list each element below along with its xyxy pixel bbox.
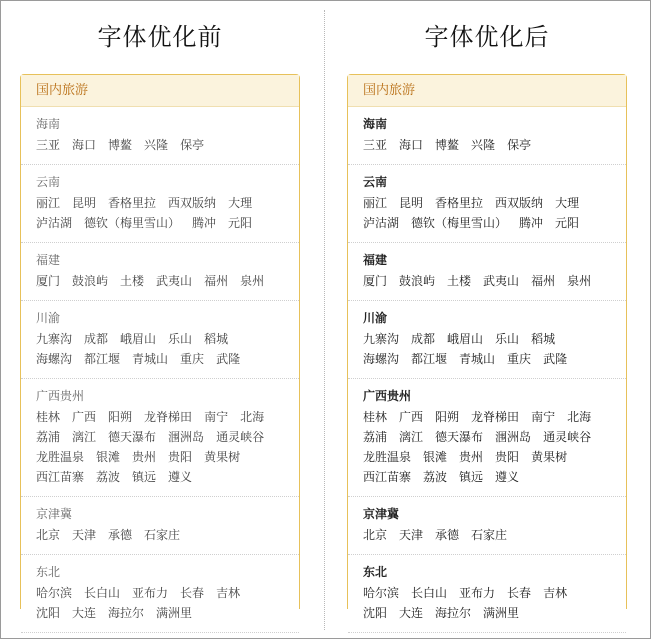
place-link[interactable]: 通灵峡谷 [543, 430, 592, 444]
region-name: 川渝 [363, 311, 388, 325]
place-link[interactable]: 龙脊梯田 [471, 410, 520, 424]
place-link[interactable]: 腾冲 [519, 216, 544, 230]
place-link[interactable]: 天津 [72, 528, 97, 542]
place-link[interactable]: 兴隆 [471, 138, 496, 152]
place-link[interactable]: 石家庄 [471, 528, 508, 542]
place-link[interactable]: 福州 [531, 274, 556, 288]
place-link[interactable]: 腾冲 [192, 216, 217, 230]
region-block [348, 379, 626, 497]
place-link[interactable]: 广西 [72, 410, 97, 424]
place-link[interactable]: 黄果树 [204, 450, 241, 464]
place-link[interactable]: 贵阳 [168, 450, 193, 464]
place-link[interactable]: 海螺沟 [363, 352, 400, 366]
place-link[interactable]: 海螺沟 [36, 352, 73, 366]
place-list [36, 525, 284, 545]
place-link[interactable]: 大连 [72, 606, 97, 620]
place-link[interactable]: 沈阳 [363, 606, 388, 620]
region-block [21, 555, 299, 633]
place-link[interactable]: 昆明 [72, 196, 97, 210]
place-link[interactable]: 香格里拉 [108, 196, 157, 210]
place-link[interactable]: 吉林 [216, 586, 241, 600]
panel-title: 国内旅游 [21, 75, 299, 107]
place-link[interactable]: 亚布力 [132, 586, 169, 600]
place-link[interactable]: 长白山 [411, 586, 448, 600]
after-column [347, 0, 627, 620]
place-list [363, 407, 611, 487]
place-link[interactable]: 丽江 [363, 196, 388, 210]
place-link[interactable]: 稻城 [204, 332, 229, 346]
place-link[interactable]: 哈尔滨 [363, 586, 400, 600]
place-link[interactable]: 重庆 [507, 352, 532, 366]
place-link[interactable]: 昆明 [399, 196, 424, 210]
region-block [21, 107, 299, 165]
place-link[interactable]: 承德 [435, 528, 460, 542]
region-name: 京津冀 [36, 507, 73, 521]
place-link[interactable]: 南宁 [531, 410, 556, 424]
place-link[interactable]: 西双版纳 [495, 196, 544, 210]
place-link[interactable]: 三亚 [36, 138, 61, 152]
region-block [21, 243, 299, 301]
place-link[interactable]: 重庆 [180, 352, 205, 366]
place-link[interactable]: 大理 [555, 196, 580, 210]
place-link[interactable]: 涠洲岛 [168, 430, 205, 444]
region-name: 东北 [363, 565, 388, 579]
place-list [36, 583, 284, 623]
region-block [348, 497, 626, 555]
region-name: 川渝 [36, 311, 61, 325]
place-link[interactable]: 青城山 [132, 352, 169, 366]
place-link[interactable]: 大理 [228, 196, 253, 210]
before-column [20, 0, 300, 620]
place-link[interactable]: 吉林 [543, 586, 568, 600]
region-name: 云南 [36, 175, 61, 189]
place-link[interactable]: 西江苗寨 [36, 470, 85, 484]
place-link[interactable]: 龙胜温泉 [363, 450, 412, 464]
place-link[interactable]: 成都 [411, 332, 436, 346]
place-link[interactable]: 德钦（梅里雪山） [411, 216, 508, 230]
place-link[interactable]: 长白山 [84, 586, 121, 600]
column-heading: 字体优化后 [424, 23, 550, 51]
place-link[interactable]: 鼓浪屿 [399, 274, 436, 288]
region-name: 东北 [36, 565, 61, 579]
place-link[interactable]: 泸沽湖 [36, 216, 73, 230]
place-link[interactable]: 土楼 [120, 274, 145, 288]
place-link[interactable]: 阳朔 [108, 410, 133, 424]
place-list [363, 329, 611, 369]
column-heading: 字体优化前 [97, 23, 223, 51]
place-link[interactable]: 丽江 [36, 196, 61, 210]
region-block [21, 165, 299, 243]
place-link[interactable]: 长春 [507, 586, 532, 600]
place-link[interactable]: 德钦（梅里雪山） [84, 216, 181, 230]
place-link[interactable]: 海拉尔 [435, 606, 472, 620]
place-link[interactable]: 都江堰 [84, 352, 121, 366]
region-name: 云南 [363, 175, 388, 189]
place-link[interactable]: 武夷山 [156, 274, 193, 288]
place-link[interactable]: 银滩 [423, 450, 448, 464]
place-list [363, 135, 611, 155]
place-link[interactable]: 通灵峡谷 [216, 430, 265, 444]
place-link[interactable]: 黄果树 [531, 450, 568, 464]
place-link[interactable]: 荔浦 [363, 430, 388, 444]
place-link[interactable]: 乐山 [495, 332, 520, 346]
travel-panel [347, 74, 627, 620]
place-link[interactable]: 贵阳 [495, 450, 520, 464]
column-divider [324, 10, 325, 630]
place-link[interactable]: 哈尔滨 [36, 586, 73, 600]
place-link[interactable]: 阳朔 [435, 410, 460, 424]
place-link[interactable]: 峨眉山 [447, 332, 484, 346]
place-link[interactable]: 遵义 [168, 470, 193, 484]
region-block [348, 243, 626, 301]
place-list [363, 583, 611, 623]
place-link[interactable]: 荔浦 [36, 430, 61, 444]
place-link[interactable]: 南宁 [204, 410, 229, 424]
place-link[interactable]: 广西 [399, 410, 424, 424]
place-link[interactable]: 满洲里 [156, 606, 193, 620]
place-link[interactable]: 长春 [180, 586, 205, 600]
place-link[interactable]: 银滩 [96, 450, 121, 464]
place-link[interactable]: 九寨沟 [363, 332, 400, 346]
place-link[interactable]: 西双版纳 [168, 196, 217, 210]
place-link[interactable]: 青城山 [459, 352, 496, 366]
place-link[interactable]: 桂林 [363, 410, 388, 424]
place-link[interactable]: 乐山 [168, 332, 193, 346]
place-link[interactable]: 泸沽湖 [363, 216, 400, 230]
region-name: 京津冀 [363, 507, 400, 521]
place-link[interactable]: 龙脊梯田 [144, 410, 193, 424]
region-list [21, 107, 299, 633]
travel-panel [20, 74, 300, 620]
place-link[interactable]: 北京 [363, 528, 388, 542]
place-link[interactable]: 荔波 [423, 470, 448, 484]
region-block [21, 497, 299, 555]
place-list [363, 193, 611, 233]
place-link[interactable]: 承德 [108, 528, 133, 542]
place-link[interactable]: 天津 [399, 528, 424, 542]
place-link[interactable]: 武夷山 [483, 274, 520, 288]
region-block [348, 165, 626, 243]
region-name: 广西贵州 [36, 389, 85, 403]
place-link[interactable]: 遵义 [495, 470, 520, 484]
place-link[interactable]: 沈阳 [36, 606, 61, 620]
region-name: 海南 [363, 117, 388, 131]
place-list [36, 329, 284, 369]
region-name: 海南 [36, 117, 61, 131]
place-link[interactable]: 元阳 [228, 216, 253, 230]
place-list [36, 135, 284, 155]
place-link[interactable]: 武隆 [543, 352, 568, 366]
region-block [21, 379, 299, 497]
place-link[interactable]: 三亚 [363, 138, 388, 152]
region-block [348, 107, 626, 165]
place-link[interactable]: 兴隆 [144, 138, 169, 152]
place-link[interactable]: 稻城 [531, 332, 556, 346]
place-link[interactable]: 大连 [399, 606, 424, 620]
panel-title: 国内旅游 [348, 75, 626, 107]
place-link[interactable]: 涠洲岛 [495, 430, 532, 444]
place-link[interactable]: 泉州 [567, 274, 592, 288]
place-link[interactable]: 保亭 [507, 138, 532, 152]
place-link[interactable]: 海拉尔 [108, 606, 145, 620]
place-link[interactable]: 德天瀑布 [435, 430, 484, 444]
place-link[interactable]: 博鳌 [435, 138, 460, 152]
place-link[interactable]: 德天瀑布 [108, 430, 157, 444]
place-link[interactable]: 贵州 [459, 450, 484, 464]
place-link[interactable]: 鼓浪屿 [72, 274, 109, 288]
place-link[interactable]: 峨眉山 [120, 332, 157, 346]
place-link[interactable]: 漓江 [72, 430, 97, 444]
place-link[interactable]: 博鳌 [108, 138, 133, 152]
place-link[interactable]: 龙胜温泉 [36, 450, 85, 464]
place-link[interactable]: 镇远 [132, 470, 157, 484]
place-link[interactable]: 成都 [84, 332, 109, 346]
place-link[interactable]: 泉州 [240, 274, 265, 288]
place-link[interactable]: 九寨沟 [36, 332, 73, 346]
place-link[interactable]: 保亭 [180, 138, 205, 152]
region-block [348, 555, 626, 633]
region-name: 广西贵州 [363, 389, 412, 403]
place-link[interactable]: 贵州 [132, 450, 157, 464]
place-link[interactable]: 元阳 [555, 216, 580, 230]
place-link[interactable]: 荔波 [96, 470, 121, 484]
place-link[interactable]: 厦门 [36, 274, 61, 288]
place-list [36, 271, 284, 291]
place-link[interactable]: 海口 [72, 138, 97, 152]
place-link[interactable]: 西江苗寨 [363, 470, 412, 484]
place-link[interactable]: 石家庄 [144, 528, 181, 542]
place-link[interactable]: 北京 [36, 528, 61, 542]
place-link[interactable]: 北海 [240, 410, 265, 424]
place-link[interactable]: 北海 [567, 410, 592, 424]
place-link[interactable]: 福州 [204, 274, 229, 288]
region-name: 福建 [36, 253, 61, 267]
region-block [21, 301, 299, 379]
region-block [348, 301, 626, 379]
place-link[interactable]: 武隆 [216, 352, 241, 366]
place-link[interactable]: 桂林 [36, 410, 61, 424]
place-link[interactable]: 香格里拉 [435, 196, 484, 210]
place-link[interactable]: 镇远 [459, 470, 484, 484]
place-list [36, 193, 284, 233]
place-link[interactable]: 漓江 [399, 430, 424, 444]
place-list [36, 407, 284, 487]
place-link[interactable]: 土楼 [447, 274, 472, 288]
place-link[interactable]: 都江堰 [411, 352, 448, 366]
place-list [363, 271, 611, 291]
place-link[interactable]: 海口 [399, 138, 424, 152]
place-list [363, 525, 611, 545]
place-link[interactable]: 亚布力 [459, 586, 496, 600]
place-link[interactable]: 满洲里 [483, 606, 520, 620]
region-list [348, 107, 626, 633]
region-name: 福建 [363, 253, 388, 267]
place-link[interactable]: 厦门 [363, 274, 388, 288]
